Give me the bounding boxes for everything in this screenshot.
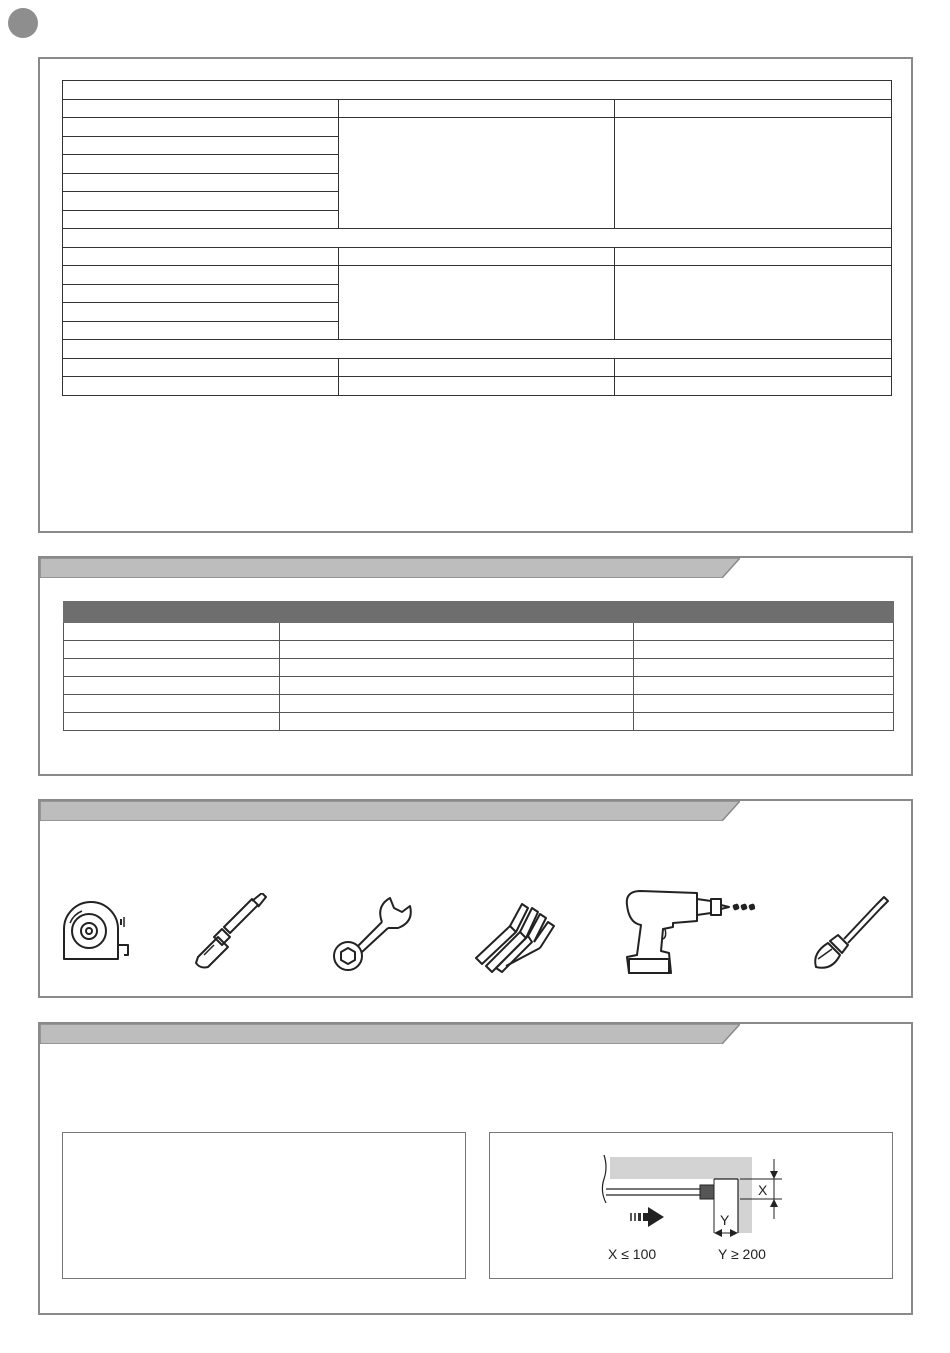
hex-keys-icon: [470, 896, 560, 976]
spec-col-header: [615, 359, 892, 377]
spec-section-header: [63, 81, 892, 100]
section-banner: [40, 1024, 740, 1044]
spec-row-label: [63, 155, 339, 174]
drill-icon: [615, 887, 755, 979]
components-cell: [280, 641, 634, 659]
spec-row-label: [63, 174, 339, 192]
spec-row-label: [63, 211, 339, 229]
components-cell: [634, 623, 894, 641]
components-header-cell: [634, 602, 894, 623]
components-cell: [280, 659, 634, 677]
x-constraint-label: X ≤ 100: [608, 1246, 657, 1262]
spec-col-header: [339, 100, 615, 118]
components-cell: [64, 695, 280, 713]
notes-box: [62, 1132, 466, 1279]
components-cell: [64, 623, 280, 641]
clearance-diagram: [490, 1133, 892, 1278]
installation-panel: [38, 1022, 913, 1315]
components-cell: [634, 713, 894, 731]
spec-row-label: [63, 192, 339, 211]
components-cell: [280, 623, 634, 641]
components-cell: [634, 695, 894, 713]
components-cell: [64, 677, 280, 695]
x-dimension-label: X: [758, 1182, 768, 1198]
spec-merged-value: [339, 266, 615, 340]
page-marker-circle: [8, 8, 38, 38]
components-cell: [64, 659, 280, 677]
specifications-panel: [38, 57, 913, 533]
tools-panel: [38, 799, 913, 998]
components-cell: [64, 641, 280, 659]
specifications-table: [62, 80, 892, 396]
spec-col-header: [339, 248, 615, 266]
spec-row-label: [63, 322, 339, 340]
spec-merged-value: [615, 118, 892, 229]
spec-section-header: [63, 229, 892, 248]
spec-row-label: [63, 303, 339, 322]
spec-col-header: [63, 248, 339, 266]
spec-row-value: [339, 377, 615, 396]
y-constraint-label: Y ≥ 200: [718, 1246, 766, 1262]
spec-section-header: [63, 340, 892, 359]
components-table: [63, 601, 894, 731]
components-cell: [634, 641, 894, 659]
wrench-icon: [330, 894, 416, 978]
spec-row-label: [63, 137, 339, 155]
spec-col-header: [339, 359, 615, 377]
spec-col-header: [615, 100, 892, 118]
components-cell: [280, 713, 634, 731]
screwdriver-icon: [190, 893, 272, 975]
spec-merged-value: [615, 266, 892, 340]
spec-row-value: [615, 377, 892, 396]
components-cell: [634, 659, 894, 677]
components-header-cell: [64, 602, 280, 623]
section-banner: [40, 801, 740, 821]
y-dimension-label: Y: [720, 1212, 730, 1228]
diagram-box: [489, 1132, 893, 1279]
components-cell: [280, 695, 634, 713]
spec-col-header: [63, 359, 339, 377]
tape-measure-icon: [58, 901, 138, 971]
components-cell: [634, 677, 894, 695]
direction-arrow: [630, 1207, 664, 1227]
spec-row-label: [63, 118, 339, 137]
components-panel: [38, 556, 913, 776]
spec-row-label: [63, 377, 339, 396]
section-banner: [40, 558, 740, 578]
spec-merged-value: [339, 118, 615, 229]
spec-col-header: [615, 248, 892, 266]
components-header-cell: [280, 602, 634, 623]
spec-col-header: [63, 100, 339, 118]
components-cell: [280, 677, 634, 695]
phillips-screwdriver-icon: [810, 891, 896, 979]
spec-row-label: [63, 266, 339, 285]
spec-row-label: [63, 285, 339, 303]
components-cell: [64, 713, 280, 731]
